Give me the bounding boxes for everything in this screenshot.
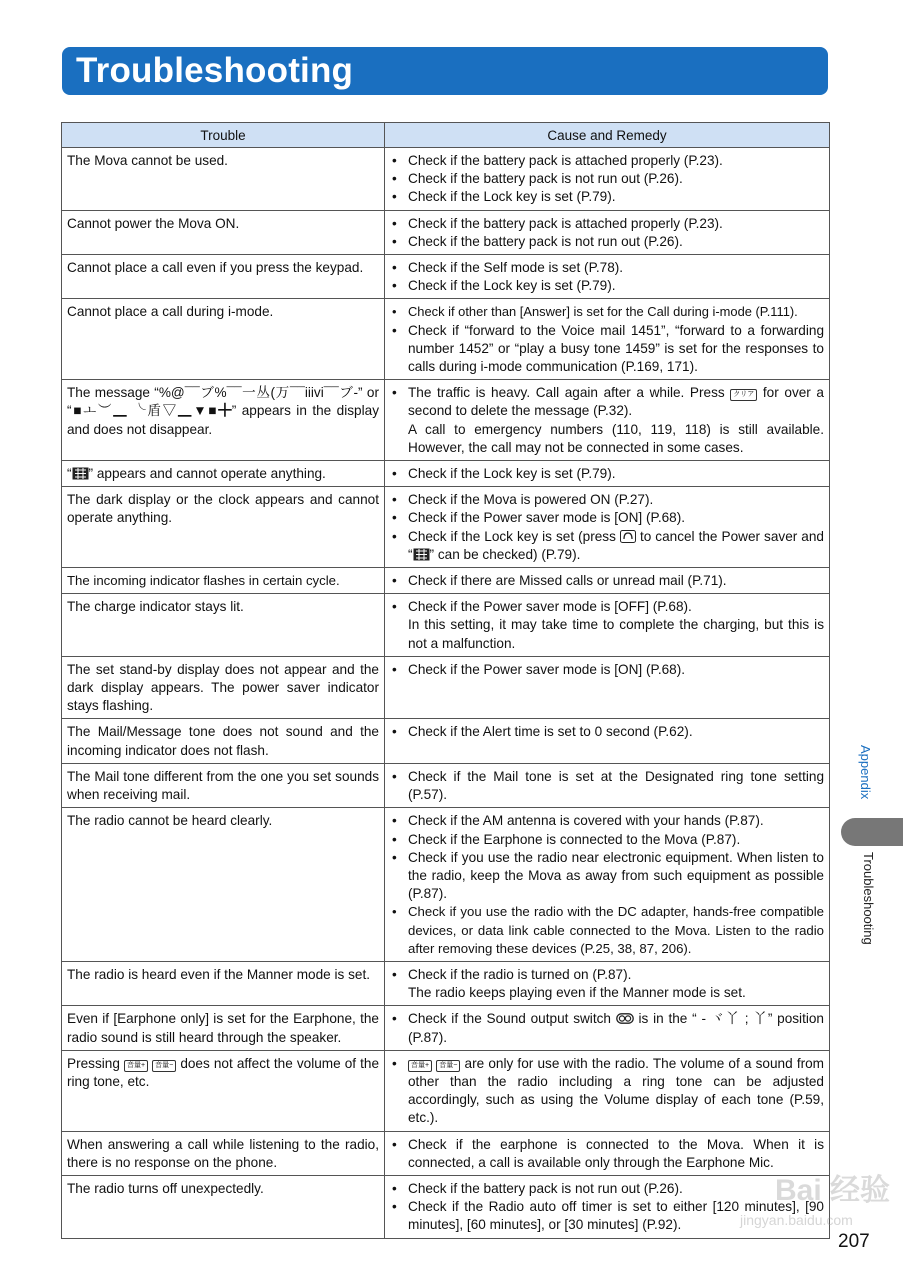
- remedy-item: • Check if the AM antenna is covered with your hands (P.87).: [390, 812, 824, 830]
- trouble-cell: The radio cannot be heard clearly.: [62, 808, 385, 962]
- trouble-cell: The dark display or the clock appears and cannot operate anything.: [62, 487, 385, 568]
- trouble-cell: The message “%@¯¯ブ%¯¯一丛(万¯¯iiivi¯¯ブ-” or “■ㅗ︶▁ ╰盾▽▁▼■╋” appears in the display and does not disappear.: [62, 380, 385, 461]
- remedy-item: • Check if the battery pack is attached properly (P.23).: [390, 152, 824, 170]
- remedy-item: • Check if the Power saver mode is [ON] (P.68).: [390, 509, 824, 527]
- volume-down-icon: 音量−: [152, 1060, 176, 1072]
- remedy-item: • Check if the Lock key is set (P.79).: [390, 188, 824, 206]
- trouble-cell: [62, 1050, 385, 1131]
- header-remedy: Cause and Remedy: [385, 123, 830, 148]
- trouble-cell: The Mova cannot be used.: [62, 148, 385, 211]
- header-trouble: Trouble: [62, 123, 385, 148]
- remedy-cell: [385, 961, 830, 1005]
- remedy-cell: [385, 763, 830, 807]
- trouble-cell: The set stand-by display does not appear and the dark display appears. The power saver indicator stays flashing.: [62, 656, 385, 719]
- remedy-text: ” can be checked) (P.79).: [429, 546, 581, 562]
- remedy-cell: [385, 568, 830, 594]
- remedy-item: • Check if you use the radio with the DC adapter, hands-free compatible devices, or data link cable connected to the Mova. Listen to the radio after removing these devices (P.25, 38, 87, 206).: [390, 903, 824, 958]
- remedy-item: • Check if the Earphone is connected to the Mova (P.87).: [390, 831, 824, 849]
- trouble-cell: The charge indicator stays lit.: [62, 594, 385, 657]
- remedy-text: • Check if the radio is turned on (P.87).: [408, 966, 632, 982]
- remedy-text: The traffic is heavy. Call again after a while. Press: [408, 385, 725, 401]
- remedy-cell: [385, 1175, 830, 1238]
- table-row: [62, 210, 830, 254]
- remedy-item: • Check if the Mova is powered ON (P.27).: [390, 491, 824, 509]
- remedy-text: to cancel the Power saver and “: [408, 528, 824, 562]
- trouble-cell: The incoming indicator flashes in certain cycle.: [62, 568, 385, 594]
- trouble-cell: Cannot place a call even if you press the keypad.: [62, 255, 385, 299]
- trouble-text: does not affect the volume of the ring tone, etc.: [67, 1055, 380, 1089]
- remedy-item: • Check if the earphone is connected to the Mova. When it is connected, a call is available only through the Earphone Mic.: [390, 1136, 824, 1172]
- trouble-cell: [62, 461, 385, 487]
- page-number: 207: [838, 1231, 870, 1252]
- remedy-item: • Check if the battery pack is attached properly (P.23).: [390, 215, 824, 233]
- remedy-cell: [385, 299, 830, 380]
- remedy-cell: [385, 719, 830, 763]
- table-row: [62, 1006, 830, 1050]
- remedy-text: Check if the Lock key is set (press: [408, 528, 616, 544]
- remedy-text: for over a second to delete the message (P.32).: [408, 385, 824, 419]
- remedy-cell: [385, 656, 830, 719]
- volume-down-icon: 音量−: [436, 1060, 460, 1072]
- remedy-cell: [385, 210, 830, 254]
- volume-up-icon: 音量+: [408, 1060, 432, 1072]
- remedy-item: • Check if the battery pack is not run out (P.26).: [390, 170, 824, 188]
- trouble-cell: When answering a call while listening to the radio, there is no response on the phone.: [62, 1131, 385, 1175]
- table-row: [62, 719, 830, 763]
- remedy-item: • Check if the Alert time is set to 0 second (P.62).: [390, 723, 824, 741]
- table-row: [62, 594, 830, 657]
- table-row: [62, 255, 830, 299]
- table-row: [62, 808, 830, 962]
- remedy-item: • Check if the Lock key is set (P.79).: [390, 465, 824, 483]
- trouble-cell: The radio is heard even if the Manner mode is set.: [62, 961, 385, 1005]
- remedy-item: • Check if the battery pack is not run out (P.26).: [390, 233, 824, 251]
- remedy-text: A call to emergency numbers (110, 119, 118) is still available. However, the call may not be connected in some cases.: [408, 421, 824, 455]
- remedy-cell: [385, 461, 830, 487]
- table-row: [62, 487, 830, 568]
- page-title: Troubleshooting: [76, 51, 354, 90]
- remedy-cell: [385, 808, 830, 962]
- sound-switch-icon: [616, 1013, 634, 1024]
- remedy-text: The radio keeps playing even if the Manner mode is set.: [408, 985, 746, 1001]
- remedy-cell: [385, 1131, 830, 1175]
- remedy-item: [390, 384, 824, 457]
- remedy-item: [390, 1055, 824, 1128]
- remedy-item: • Check if the Self mode is set (P.78).: [390, 259, 824, 277]
- table-row: [62, 1050, 830, 1131]
- remedy-item: • Check if the Mail tone is set at the Designated ring tone setting (P.57).: [390, 768, 824, 804]
- title-bar: [62, 47, 828, 95]
- table-row: [62, 1175, 830, 1238]
- remedy-cell: [385, 255, 830, 299]
- table-header: [62, 123, 830, 148]
- lock-icon: [72, 467, 89, 480]
- trouble-cell: The Mail tone different from the one you set sounds when receiving mail.: [62, 763, 385, 807]
- remedy-item: • Check if “forward to the Voice mail 1451”, “forward to a forwarding number 1452” or “play a busy tone 1459” is set for the responses to calls during i-mode communication (P.169, 171).: [390, 322, 824, 377]
- remedy-text: are only for use with the radio. The volume of a sound from other than the radio including a ring tone can be adjusted accordingly, such as using the Volume display of each tone (P.59, etc.).: [408, 1055, 825, 1126]
- remedy-cell: [385, 148, 830, 211]
- trouble-cell: Even if [Earphone only] is set for the Earphone, the radio sound is still heard through the speaker.: [62, 1006, 385, 1050]
- table-row: [62, 763, 830, 807]
- table-row: [62, 961, 830, 1005]
- table-row: [62, 461, 830, 487]
- watermark: Bai 经验: [775, 1174, 891, 1207]
- phone-key-icon: [620, 530, 636, 543]
- table-row: [62, 656, 830, 719]
- side-tab-marker: [841, 818, 903, 846]
- remedy-cell: [385, 487, 830, 568]
- clear-key-icon: クリア: [730, 389, 757, 401]
- side-tab-appendix: Appendix: [858, 745, 873, 800]
- watermark-url: jingyan.baidu.com: [740, 1212, 853, 1228]
- remedy-item: [390, 598, 824, 653]
- remedy-text: • Check if the Power saver mode is [OFF] (P.68).: [408, 599, 692, 615]
- volume-up-icon: 音量+: [124, 1060, 148, 1072]
- table-row: [62, 148, 830, 211]
- remedy-cell: [385, 594, 830, 657]
- troubleshooting-table: [61, 122, 830, 1239]
- remedy-item: • Check if you use the radio near electronic equipment. When listen to the radio, keep the Mova as away from such equipment as possible (P.87).: [390, 849, 824, 904]
- table-row: [62, 299, 830, 380]
- trouble-cell: The radio turns off unexpectedly.: [62, 1175, 385, 1238]
- remedy-cell: [385, 1050, 830, 1131]
- remedy-item: • Check if there are Missed calls or unread mail (P.71).: [390, 572, 824, 590]
- table-row: [62, 380, 830, 461]
- table-row: [62, 568, 830, 594]
- trouble-cell: Cannot place a call during i-mode.: [62, 299, 385, 380]
- remedy-cell: [385, 1006, 830, 1050]
- remedy-item: [390, 528, 824, 564]
- remedy-text: In this setting, it may take time to complete the charging, but this is not a malfunction.: [408, 617, 824, 651]
- remedy-item: • Check if the Lock key is set (P.79).: [390, 277, 824, 295]
- remedy-item: • Check if the battery pack is not run out (P.26).: [390, 1180, 824, 1198]
- trouble-text: ” appears and cannot operate anything.: [88, 466, 326, 482]
- remedy-item: • Check if the Power saver mode is [ON] (P.68).: [390, 661, 824, 679]
- side-tab-section: Troubleshooting: [861, 852, 876, 945]
- remedy-item: • Check if the Radio auto off timer is set to either [120 minutes], [90 minutes], [60 minutes], or [30 minutes] (P.92).: [390, 1198, 824, 1234]
- table-row: [62, 1131, 830, 1175]
- trouble-text: “: [67, 466, 72, 482]
- remedy-item: [390, 966, 824, 1002]
- trouble-text: Pressing: [67, 1055, 120, 1071]
- remedy-item: • Check if other than [Answer] is set for the Call during i-mode (P.111).: [390, 303, 824, 321]
- trouble-cell: Cannot power the Mova ON.: [62, 210, 385, 254]
- lock-icon: [413, 548, 430, 561]
- remedy-text: Check if the Sound output switch: [408, 1011, 611, 1027]
- trouble-cell: The Mail/Message tone does not sound and the incoming indicator does not flash.: [62, 719, 385, 763]
- remedy-item: [390, 1010, 824, 1046]
- remedy-cell: [385, 380, 830, 461]
- remedy-text: is in the “ - ヾ丫 ; 丫” position (P.87).: [408, 1011, 824, 1045]
